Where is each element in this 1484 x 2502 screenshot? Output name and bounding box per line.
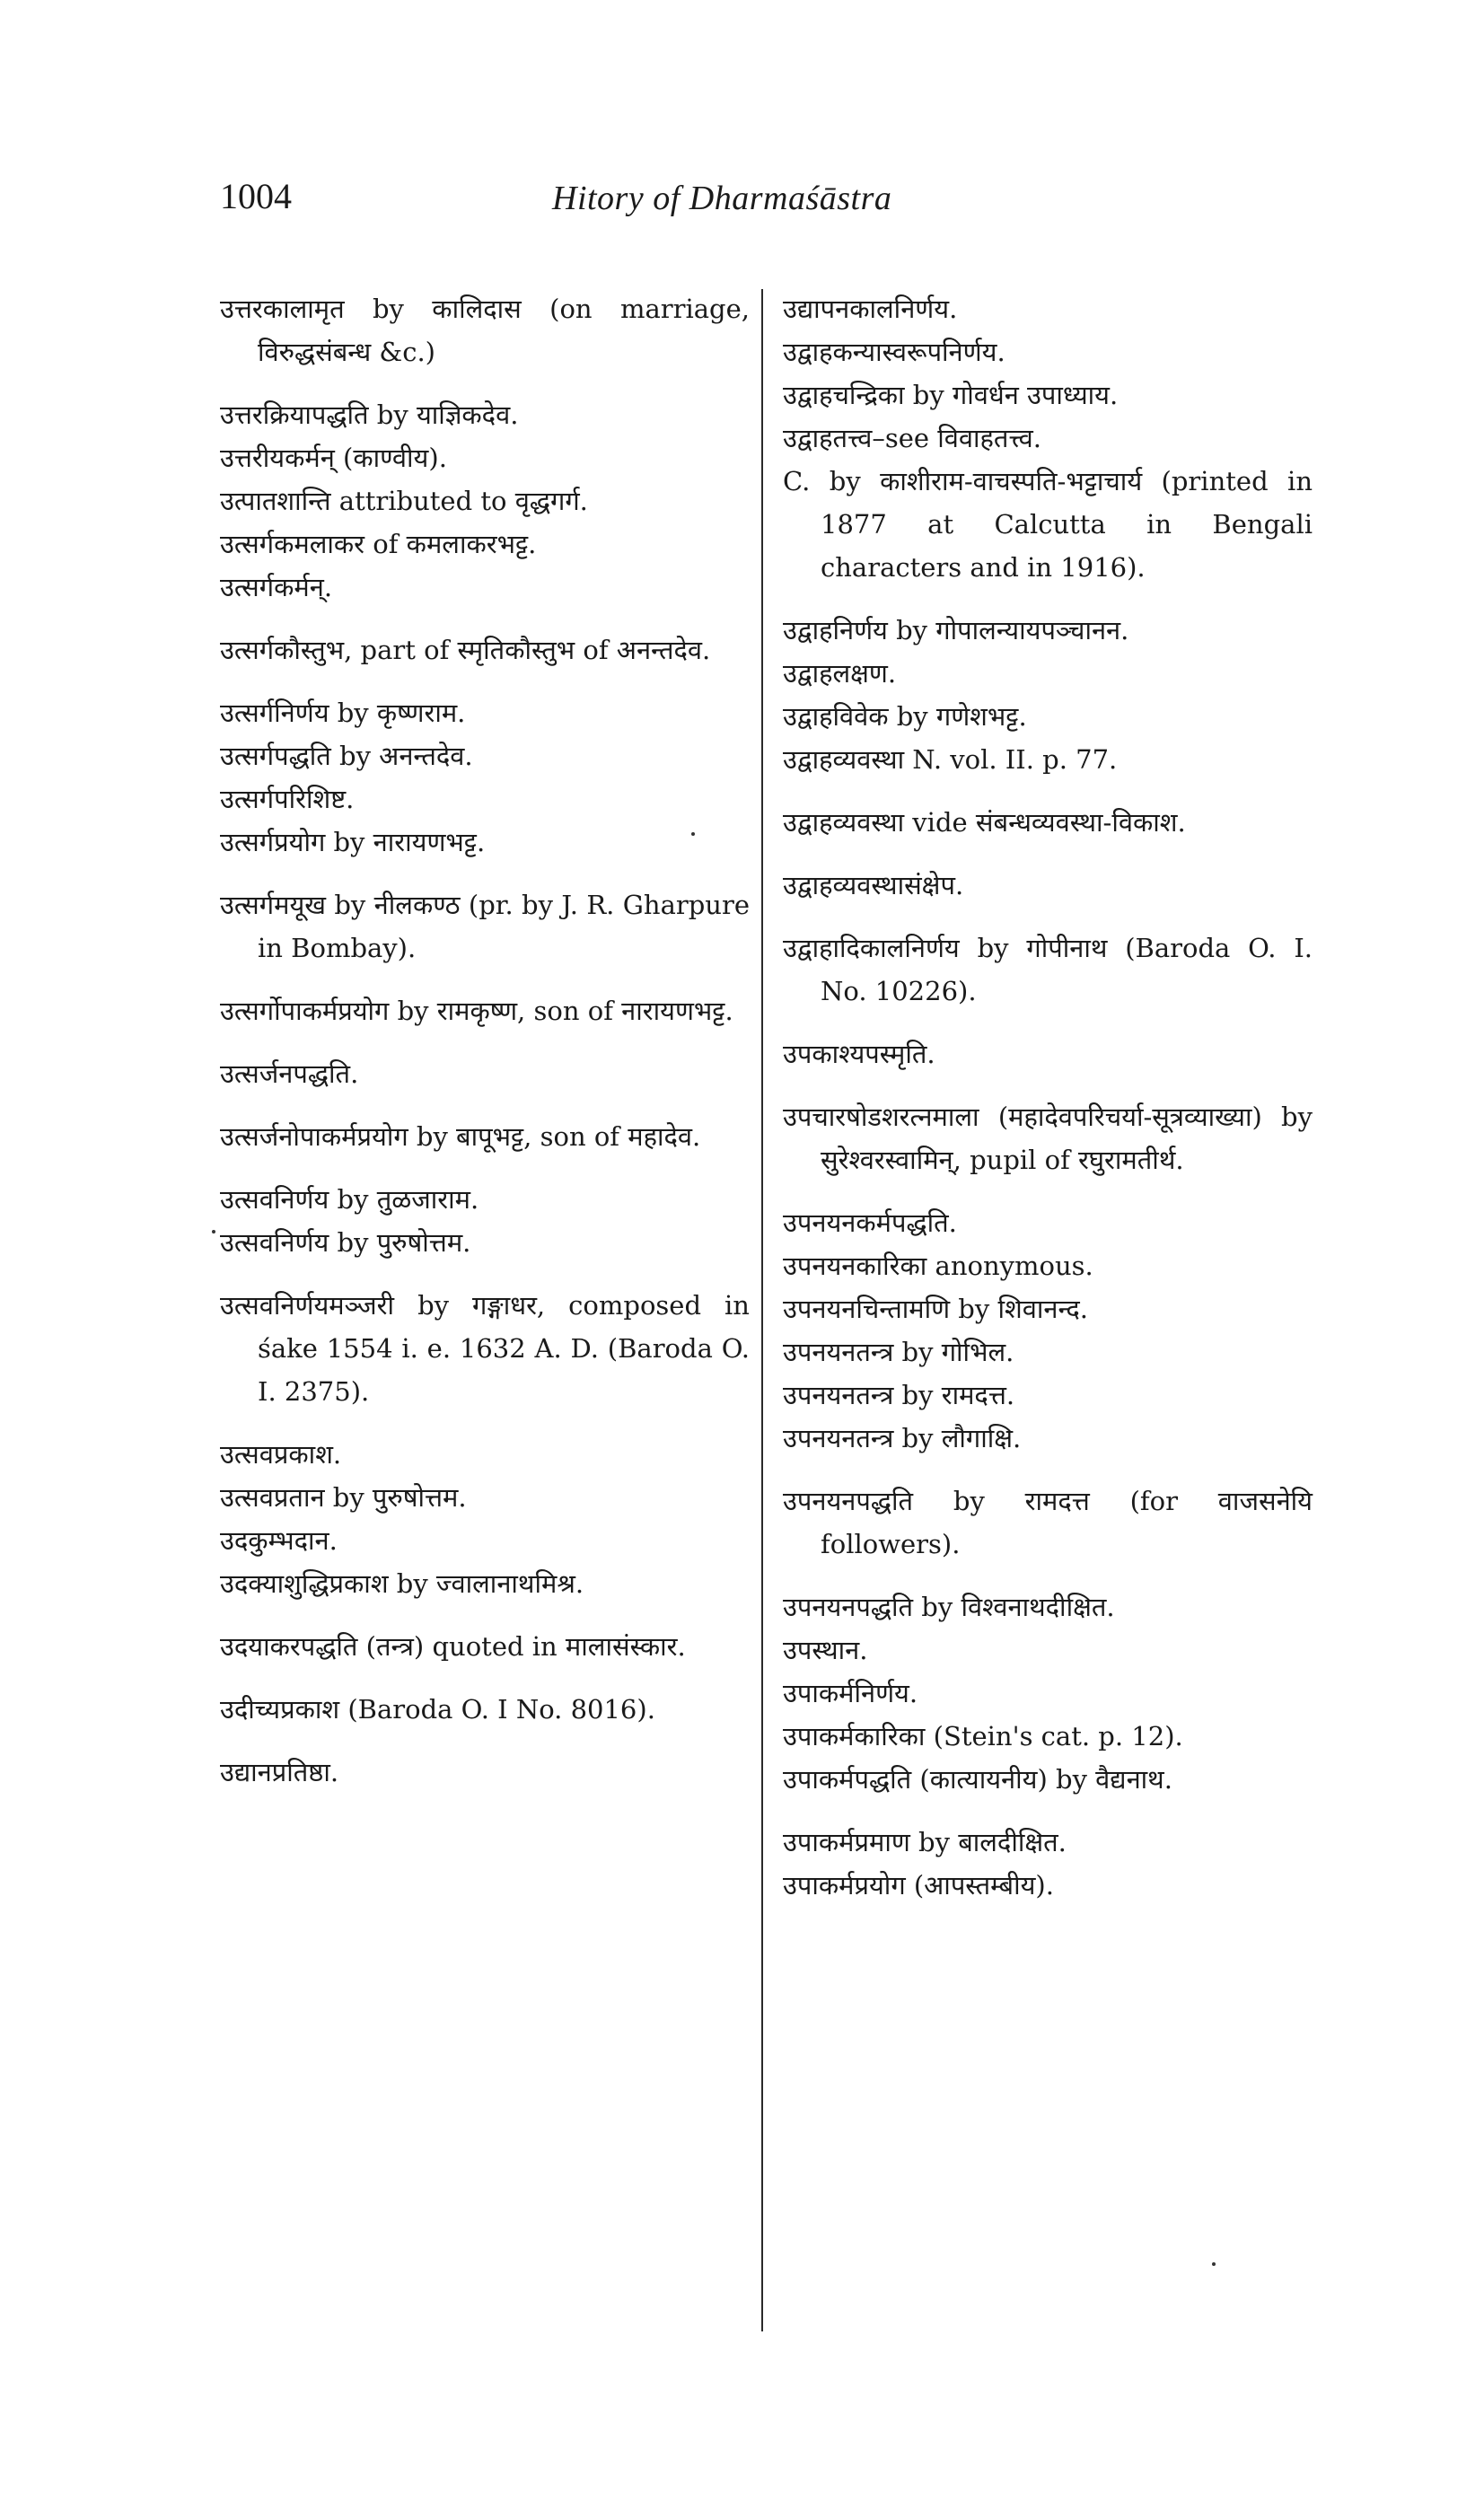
stray-mark bbox=[212, 1230, 215, 1233]
index-entry: उदक्याशुद्धिप्रकाश by ज्वालानाथमिश्र. bbox=[220, 1568, 584, 1599]
index-entry: उपचारषोडशरत्नमाला (महादेवपरिचर्या-सूत्रव्याख्या) by सुरेश्वरस्वामिन्, pupil of रघुरामतीर्थ. bbox=[783, 1102, 1313, 1175]
index-entry: उदीच्यप्रकाश (Baroda O. I No. 8016). bbox=[220, 1694, 655, 1725]
index-entry: उपनयनतन्त्र by रामदत्त. bbox=[783, 1380, 1015, 1410]
index-entry: उपकाश्यपस्मृति. bbox=[783, 1039, 935, 1069]
index-entry: उपनयनचिन्तामणि by शिवानन्द. bbox=[783, 1294, 1089, 1324]
index-entry: उत्तरीयकर्मन् (काण्वीय). bbox=[220, 443, 447, 473]
index-entry: उद्वाहविवेक by गणेशभट्ट. bbox=[783, 701, 1027, 732]
index-entry: उत्सवनिर्णयमञ्जरी by गङ्गाधर, composed in śake 1554 i. e. 1632 A. D. (Baroda O. I. 2375). bbox=[220, 1290, 750, 1407]
index-entry: उत्सवप्रतान by पुरुषोत्तम. bbox=[220, 1482, 467, 1513]
page-number: 1004 bbox=[220, 176, 292, 216]
index-entry: उपनयनकर्मपद्धति. bbox=[783, 1207, 957, 1238]
index-entry: उत्सर्गकर्मन्. bbox=[220, 572, 333, 602]
index-entry: उत्सर्गोपाकर्मप्रयोग by रामकृष्ण, son of नारायणभट्ट. bbox=[220, 996, 733, 1026]
index-entry: उत्सर्गपरिशिष्ट. bbox=[220, 784, 355, 814]
index-entry: उत्सर्गनिर्णय by कृष्णराम. bbox=[220, 698, 466, 728]
index-entry: उपनयनतन्त्र by लौगाक्षि. bbox=[783, 1423, 1022, 1453]
index-entry: उत्सवप्रकाश. bbox=[220, 1439, 342, 1470]
index-entry: उपनयनकारिका anonymous. bbox=[783, 1251, 1093, 1281]
index-entry: उत्सवनिर्णय by पुरुषोत्तम. bbox=[220, 1227, 471, 1258]
running-title: Hitory of Dharmaśāstra bbox=[552, 180, 892, 217]
index-entry: उत्सर्जनपद्धति. bbox=[220, 1058, 359, 1089]
index-entry: उपाकर्मप्रमाण by बालदीक्षित. bbox=[783, 1827, 1067, 1857]
index-entry: उदयाकरपद्धति (तन्त्र) quoted in मालासंस्कार. bbox=[220, 1631, 686, 1662]
index-entry: उद्वाहव्यवस्थासंक्षेप. bbox=[783, 870, 964, 900]
index-entry: उद्यापनकालनिर्णय. bbox=[783, 294, 958, 324]
index-entry: उद्वाहतत्त्व–see विवाहतत्त्व. bbox=[783, 423, 1041, 453]
index-entry: उत्सर्गपद्धति by अनन्तदेव. bbox=[220, 741, 473, 771]
index-entry: उद्यानप्रतिष्ठा. bbox=[220, 1757, 339, 1787]
index-entry: उद्वाहव्यवस्था N. vol. II. p. 77. bbox=[783, 744, 1118, 775]
index-entry: उद्वाहलक्षण. bbox=[783, 658, 897, 689]
index-entry: उद्वाहनिर्णय by गोपालन्यायपञ्चानन. bbox=[783, 615, 1129, 645]
index-entry: उदकुम्भदान. bbox=[220, 1525, 338, 1556]
index-entry: उपनयनतन्त्र by गोभिल. bbox=[783, 1337, 1014, 1367]
index-entry: उत्पातशान्ति attributed to वृद्धगर्ग. bbox=[220, 486, 588, 516]
index-entry: उत्सर्जनोपाकर्मप्रयोग by बापूभट्ट, son of महादेव. bbox=[220, 1121, 701, 1152]
index-entry: उपाकर्मप्रयोग (आपस्तम्बीय). bbox=[783, 1870, 1054, 1901]
index-entry: उत्सर्गमयूख by नीलकण्ठ (pr. by J. R. Gharpure in Bombay). bbox=[220, 890, 750, 963]
index-entry: उत्तरक्रियापद्धति by याज्ञिकदेव. bbox=[220, 399, 519, 430]
index-entry: उद्वाहकन्यास्वरूपनिर्णय. bbox=[783, 337, 1005, 367]
index-entry: उत्सर्गकमलाकर of कमलाकरभट्ट. bbox=[220, 529, 537, 559]
index-entry: उद्वाहव्यवस्था vide संबन्धव्यवस्था-विकाश. bbox=[783, 807, 1186, 838]
index-entry: उत्सवनिर्णय by तुळजाराम. bbox=[220, 1184, 479, 1215]
index-entry: उपस्थान. bbox=[783, 1635, 868, 1665]
index-entry: उत्तरकालामृत by कालिदास (on marriage, विरुद्धसंबन्ध &c.) bbox=[220, 294, 750, 367]
index-entry: उत्सर्गकौस्तुभ, part of स्मृतिकौस्तुभ of अनन्तदेव. bbox=[220, 635, 711, 665]
index-entry: उपाकर्मनिर्णय. bbox=[783, 1678, 918, 1708]
right-column bbox=[783, 287, 1313, 1907]
index-entry: उपाकर्मकारिका (Stein's cat. p. 12). bbox=[783, 1721, 1183, 1751]
index-entry: उपनयनपद्धति by विश्वनाथदीक्षित. bbox=[783, 1592, 1115, 1622]
page-header bbox=[220, 175, 1297, 238]
index-entry: उद्वाहचन्द्रिका by गोवर्धन उपाध्याय. bbox=[783, 380, 1119, 410]
index-entry: उपाकर्मपद्धति (कात्यायनीय) by वैद्यनाथ. bbox=[783, 1764, 1172, 1795]
index-entry: उत्सर्गप्रयोग by नारायणभट्ट. bbox=[220, 827, 486, 857]
index-entry: C. by काशीराम-वाचस्पति-भट्टाचार्य (printed in 1877 at Calcutta in Bengali characters and in 1916). bbox=[783, 466, 1313, 583]
index-entry: उद्वाहादिकालनिर्णय by गोपीनाथ (Baroda O. I. No. 10226). bbox=[783, 933, 1313, 1006]
left-column bbox=[220, 287, 750, 1794]
column-divider bbox=[761, 289, 763, 2331]
stray-mark bbox=[1212, 2262, 1216, 2266]
stray-mark bbox=[691, 832, 695, 836]
index-entry: उपनयनपद्धति by रामदत्त (for वाजसनेयि followers). bbox=[783, 1486, 1313, 1559]
